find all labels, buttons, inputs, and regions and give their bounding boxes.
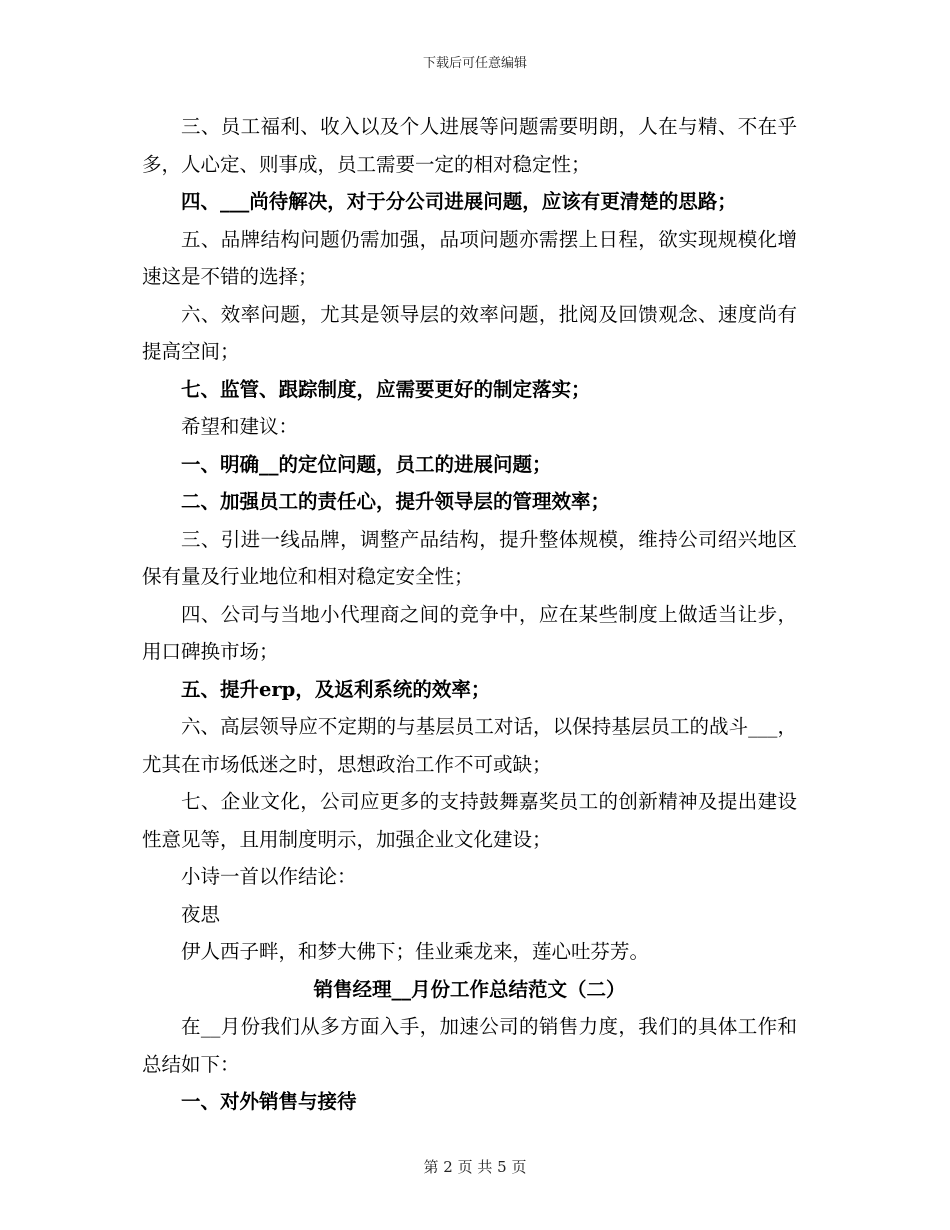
- paragraph: 三、引进一线品牌，调整产品结构，提升整体规模，维持公司绍兴地区保有量及行业地位和相对稳定安全性；: [142, 527, 797, 588]
- paragraph: 一、明确__的定位问题，员工的进展问题；: [181, 452, 552, 476]
- paragraph: 七、监管、跟踪制度，应需要更好的制定落实；: [181, 377, 591, 401]
- poem-title: 夜思: [181, 902, 221, 926]
- paragraph: 二、加强员工的责任心，提升领导层的管理效率；: [181, 490, 611, 513]
- paragraph: 四、公司与当地小代理商之间的竞争中，应在某些制度上做适当让步，用口碑换市场；: [142, 602, 797, 663]
- document-body: [142, 108, 797, 1121]
- page-header: 下载后可任意编辑: [422, 56, 527, 71]
- paragraph: 六、效率问题，尤其是领导层的效率问题，批阅及回馈观念、速度尚有提高空间；: [142, 302, 797, 363]
- paragraph: 希望和建议：: [181, 415, 299, 438]
- poem-line: 伊人西子畔，和梦大佛下；佳业乘龙来，莲心吐芬芳。: [181, 940, 650, 963]
- paragraph: 小诗一首以作结论：: [181, 865, 357, 888]
- subheading: 一、对外销售与接待: [181, 1090, 357, 1113]
- paragraph: 五、提升erp，及返利系统的效率；: [181, 677, 491, 701]
- section-title: 销售经理__月份工作总结范文（二）: [313, 977, 626, 1001]
- paragraph: 在__月份我们从多方面入手，加速公司的销售力度，我们的具体工作和总结如下：: [142, 1015, 797, 1076]
- paragraph: 七、企业文化，公司应更多的支持鼓舞嘉奖员工的创新精神及提出建设性意见等，且用制度明示，加强企业文化建设；: [142, 790, 797, 851]
- paragraph: 三、员工福利、收入以及个人进展等问题需要明朗，人在与精、不在乎多，人心定、则事成，员工需要一定的相对稳定性；: [142, 115, 797, 176]
- paragraph: 六、高层领导应不定期的与基层员工对话，以保持基层员工的战斗___，尤其在市场低迷之时，思想政治工作不可或缺；: [142, 715, 797, 776]
- paragraph: 四、___尚待解决，对于分公司进展问题，应该有更清楚的思路；: [181, 190, 737, 213]
- page-footer: 第 2 页 共 5 页: [423, 1158, 527, 1176]
- paragraph: 五、品牌结构问题仍需加强，品项问题亦需摆上日程，欲实现规模化增速这是不错的选择；: [142, 227, 797, 288]
